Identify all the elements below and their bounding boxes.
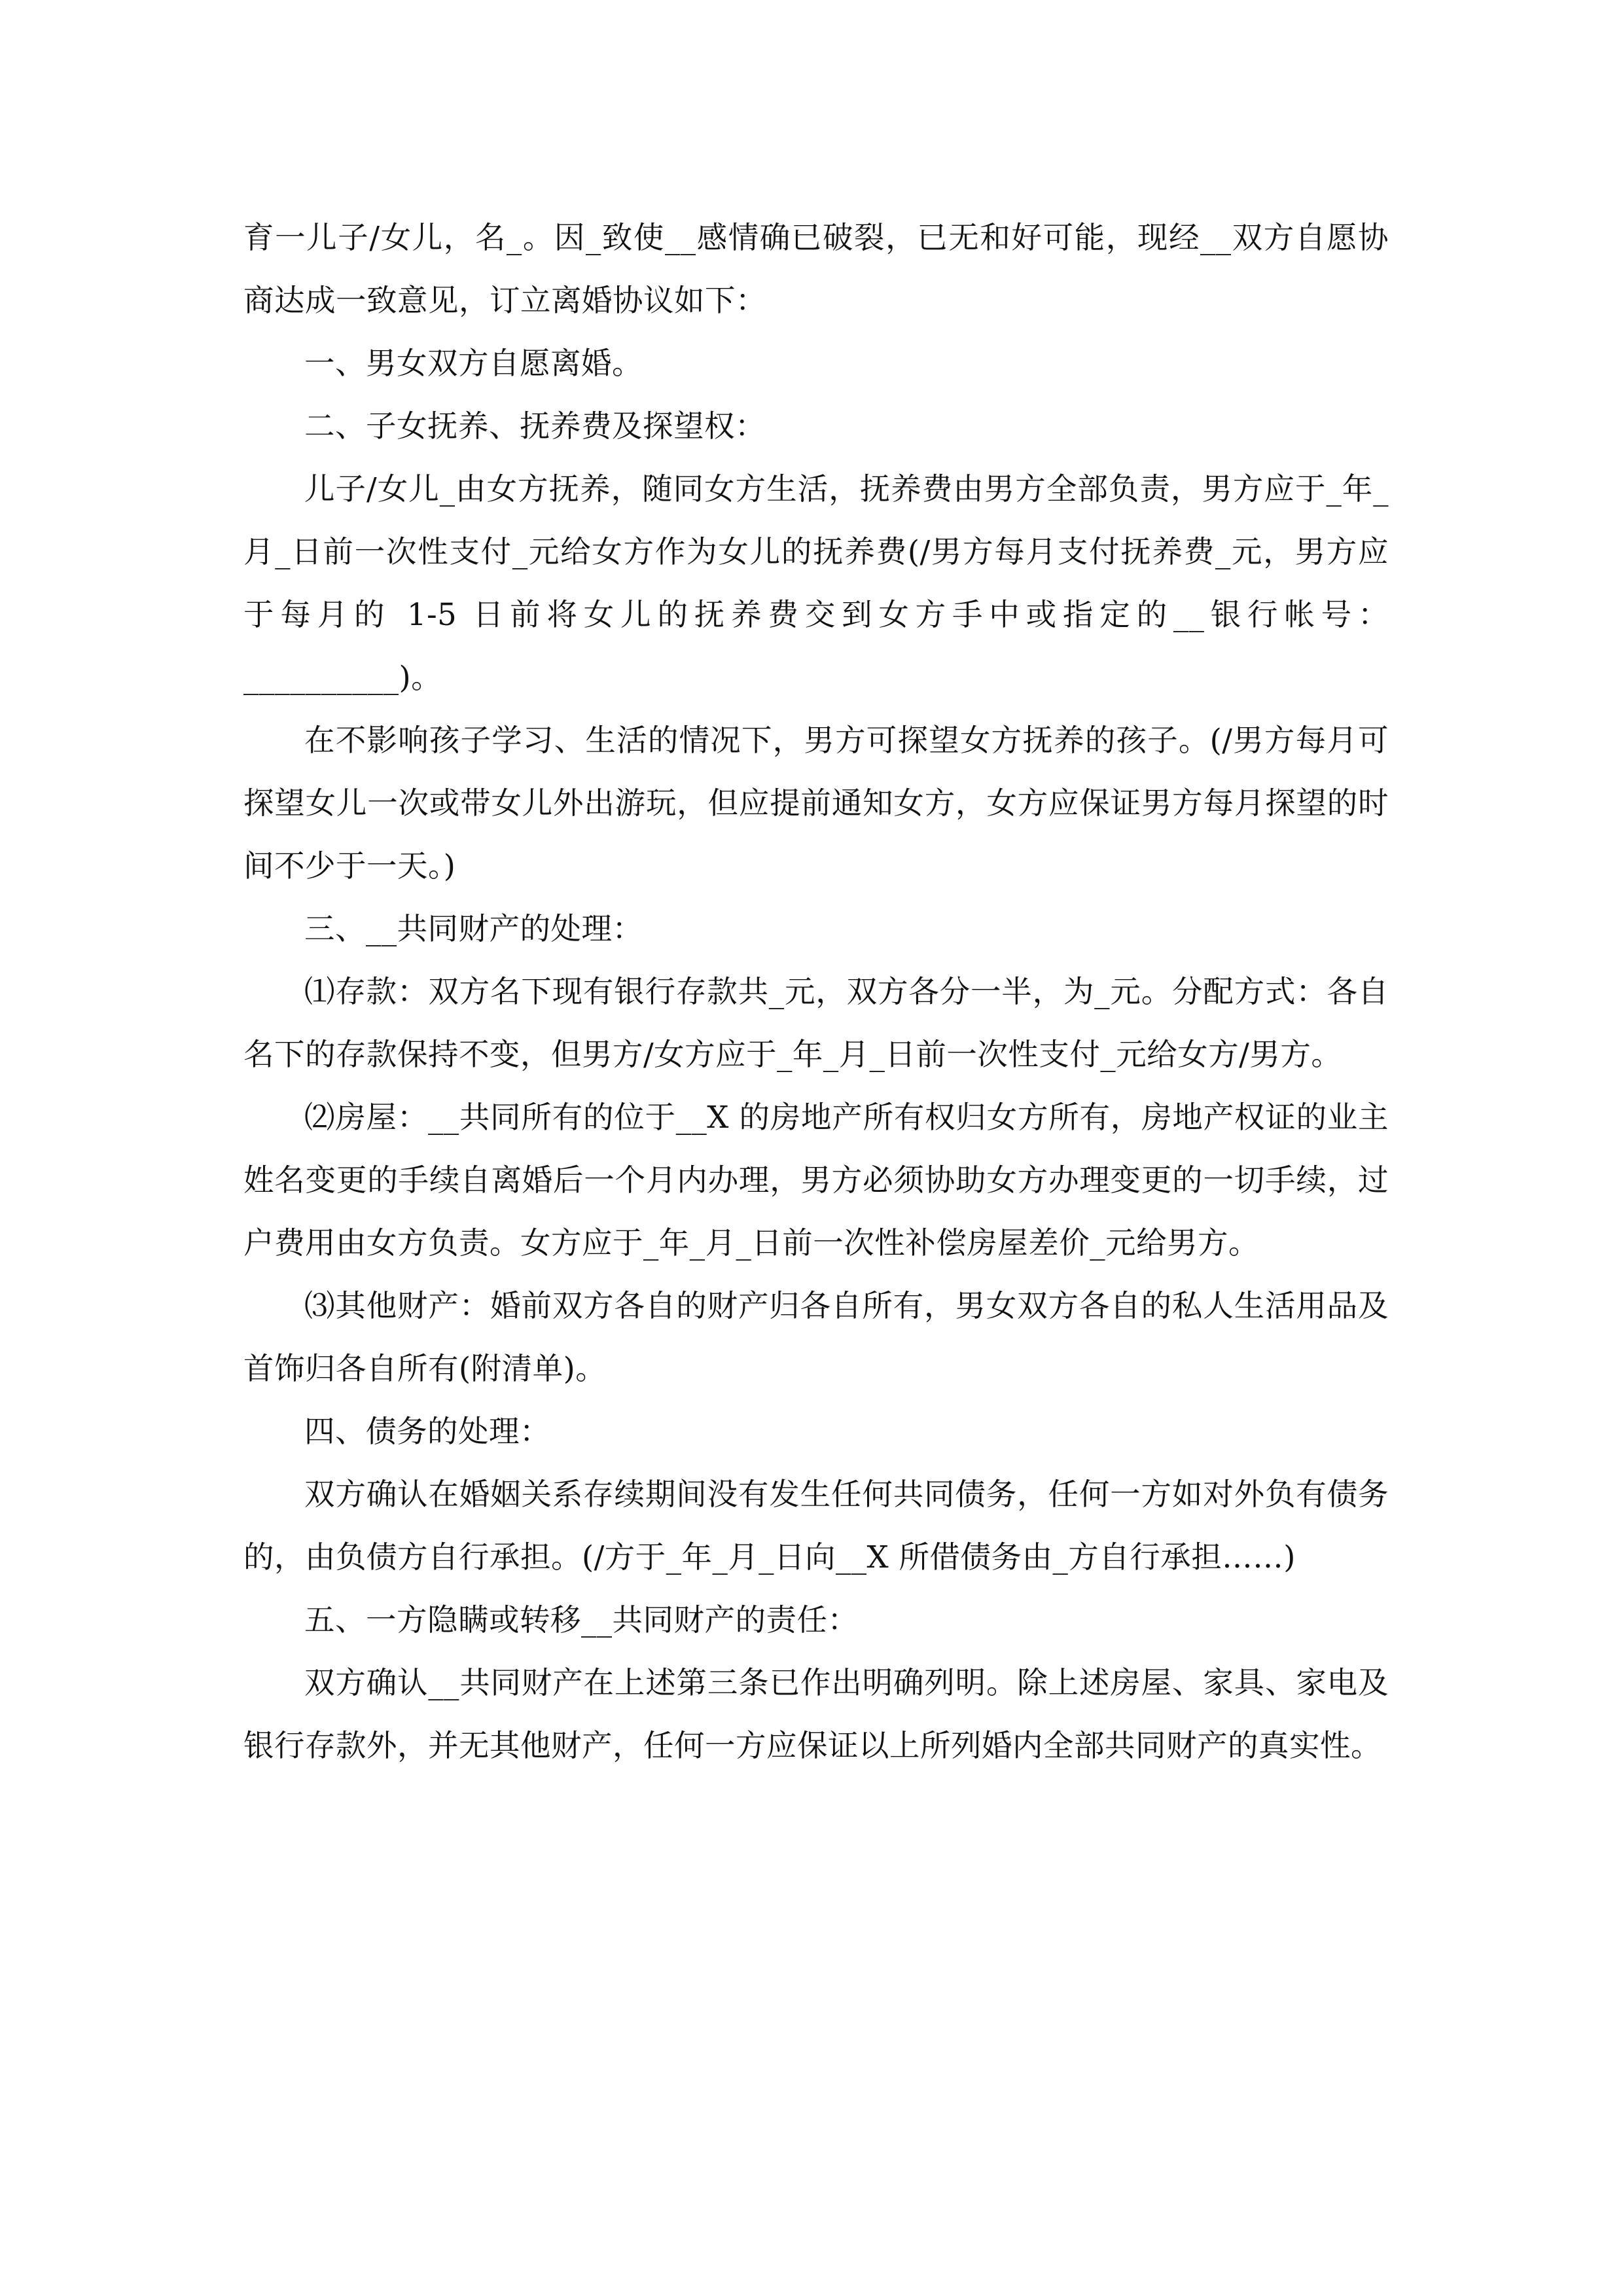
paragraph-property-confirmation: 双方确认__共同财产在上述第三条已作出明确列明。除上述房屋、家具、家电及银行存款外，并无其他财产，任何一方应保证以上所列婚内全部共同财产的真实性。 — [243, 1665, 1389, 1763]
paragraph-clause-5-heading: 五、一方隐瞒或转移__共同财产的责任： — [304, 1602, 859, 1638]
paragraph-clause-2-heading: 二、子女抚养、抚养费及探望权： — [304, 408, 766, 444]
paragraph-clause-3-heading: 三、__共同财产的处理： — [304, 911, 643, 946]
paragraph-clause-4-heading: 四、债务的处理： — [304, 1414, 550, 1449]
paragraph-intro-continued: 育一儿子/女儿，名_。因_致使__感情确已破裂，已无和好可能，现经__双方自愿协商达成一致意见，订立离婚协议如下： — [243, 220, 1389, 318]
paragraph-debts: 双方确认在婚姻关系存续期间没有发生任何共同债务，任何一方如对外负有债务的，由负债方自行承担。(/方于_年_月_日向__X 所借债务由_方自行承担……) — [243, 1477, 1389, 1575]
paragraph-house: ⑵房屋：__共同所有的位于__X 的房地产所有权归女方所有，房地产权证的业主姓名变更的手续自离婚后一个月内办理，男方必须协助女方办理变更的一切手续，过户费用由女方负责。女方应于_年_月_日前一次性补偿房屋差价_元给男方。 — [243, 1100, 1389, 1261]
paragraph-child-support: 儿子/女儿_由女方抚养，随同女方生活，抚养费由男方全部负责，男方应于_年_月_日前一次性支付_元给女方作为女儿的抚养费(/男方每月支付抚养费_元，男方应于每月的 1-5 日前将女儿的抚养费交到女方手中或指定的__银行帐号：__________)。 — [243, 471, 1389, 695]
document-body — [243, 206, 1389, 1777]
paragraph-clause-1: 一、男女双方自愿离婚。 — [304, 346, 643, 381]
paragraph-savings: ⑴存款：双方名下现有银行存款共_元，双方各分一半，为_元。分配方式：各自名下的存款保持不变，但男方/女方应于_年_月_日前一次性支付_元给女方/男方。 — [243, 974, 1389, 1072]
paragraph-other-property: ⑶其他财产：婚前双方各自的财产归各自所有，男女双方各自的私人生活用品及首饰归各自所有(附清单)。 — [243, 1288, 1389, 1386]
paragraph-visitation: 在不影响孩子学习、生活的情况下，男方可探望女方抚养的孩子。(/男方每月可探望女儿一次或带女儿外出游玩，但应提前通知女方，女方应保证男方每月探望的时间不少于一天。) — [243, 723, 1389, 884]
